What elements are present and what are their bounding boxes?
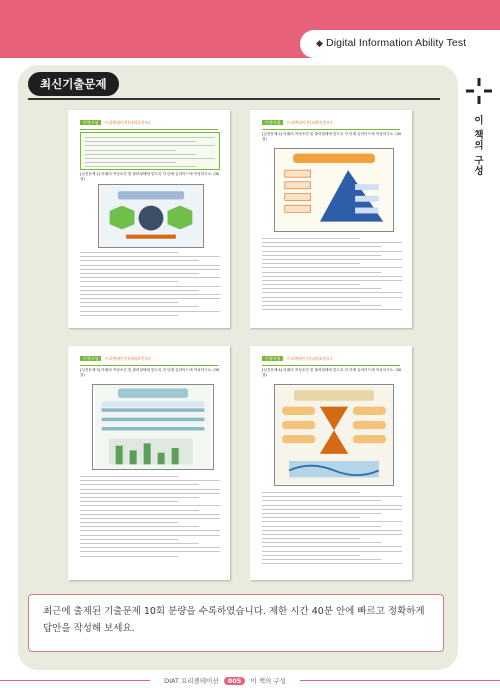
page-category-text: 프리젠테이션(파워포인트) bbox=[104, 120, 151, 125]
sample-page-4 bbox=[250, 346, 412, 580]
page-category bbox=[80, 356, 150, 362]
page-badge: 인정시험 bbox=[80, 120, 101, 125]
page-category bbox=[262, 356, 332, 362]
sample-page-1 bbox=[68, 110, 230, 328]
sample-page-3 bbox=[68, 346, 230, 580]
explanation-lines bbox=[262, 492, 402, 567]
page-header bbox=[80, 356, 218, 366]
section-title-tag bbox=[28, 72, 119, 96]
conditions-box bbox=[80, 132, 220, 170]
explanation-lines bbox=[80, 476, 220, 560]
page-header bbox=[262, 356, 400, 366]
footer-text bbox=[150, 676, 300, 685]
page-category bbox=[80, 120, 150, 126]
footer-rule-right bbox=[300, 680, 500, 681]
plus-cross-icon bbox=[466, 78, 492, 104]
question-text: [실전문제 4] 아래의 작성조건 및 출력형태에 맞도록 각 단계 슬라이드에 작성하시오. (30점) bbox=[262, 368, 402, 377]
header-title-text: Digital Information Ability Test bbox=[326, 37, 467, 49]
footer-book-title: DIAT 프리젠테이션 bbox=[164, 677, 219, 685]
page-header bbox=[80, 120, 218, 130]
page-badge: 인정시험 bbox=[262, 120, 283, 125]
page-category bbox=[262, 120, 332, 126]
diamond-icon: ◆ bbox=[316, 38, 324, 48]
slide-preview bbox=[274, 384, 394, 486]
question-text: [실전문제 1] 아래의 작성조건 및 출력형태에 맞도록 각 단계 슬라이드에 작성하시오. (30점) bbox=[80, 172, 220, 181]
explanation-lines bbox=[80, 252, 220, 319]
page-badge: 인정시험 bbox=[80, 356, 101, 361]
description-text: 최근에 출제된 기출문제 10회 분량을 수록하였습니다. 제한 시간 40분 안에 빠르고 정확하게 답안을 작성해 보세요. bbox=[43, 606, 425, 634]
page-badge: 인정시험 bbox=[262, 356, 283, 361]
explanation-lines bbox=[262, 238, 402, 313]
slide-preview bbox=[98, 184, 204, 248]
question-text: [실전문제 3] 아래의 작성조건 및 출력형태에 맞도록 각 단계 슬라이드에 작성하시오. (30점) bbox=[80, 368, 220, 377]
page-category-text: 프리젠테이션(파워포인트) bbox=[104, 356, 151, 361]
footer bbox=[0, 676, 500, 688]
page-number: 005 bbox=[224, 677, 246, 685]
description-box bbox=[28, 594, 444, 652]
header-title bbox=[316, 37, 466, 49]
conditions-lines bbox=[85, 137, 215, 171]
footer-section: 이 책의 구성 bbox=[250, 677, 286, 685]
sample-page-2 bbox=[250, 110, 412, 328]
section-title: 최신기출문제 bbox=[40, 77, 107, 91]
slide-preview bbox=[274, 148, 394, 232]
slide-preview bbox=[92, 384, 214, 470]
page-category-text: 프리젠테이션(파워포인트) bbox=[286, 120, 333, 125]
side-tab-label: 이 책의 구성 bbox=[472, 115, 483, 177]
question-text: [실전문제 2] 아래의 작성조건 및 출력형태에 맞도록 각 단계 슬라이드에 작성하시오. (30점) bbox=[262, 132, 402, 141]
section-underline bbox=[28, 98, 440, 100]
page-category-text: 프리젠테이션(파워포인트) bbox=[286, 356, 333, 361]
footer-rule-left bbox=[0, 680, 150, 681]
page-header bbox=[262, 120, 400, 130]
